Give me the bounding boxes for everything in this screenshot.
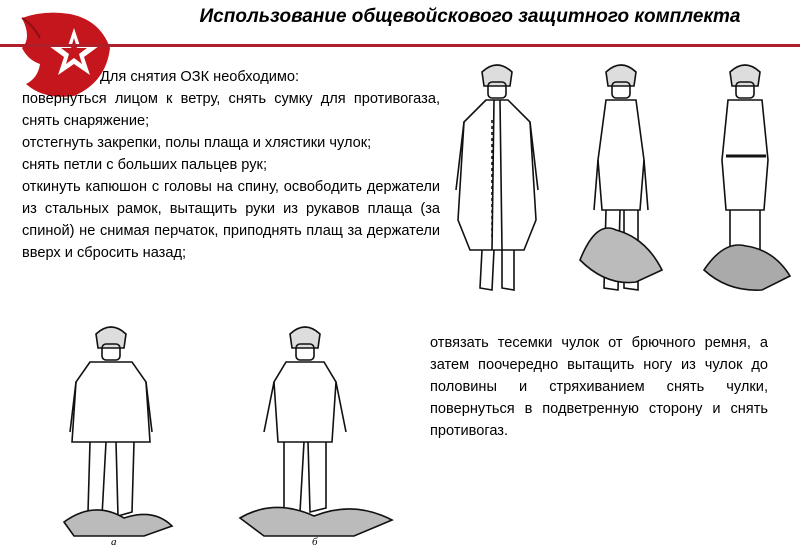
figure-soldier-cloak-dropped: [700, 60, 792, 296]
figure-soldier-removing-gasmask: [234, 322, 394, 544]
instruction-line: повернуться лицом к ветру, снять сумку для противогаза, снять снаряжение;: [22, 91, 440, 129]
figure-soldier-removing-stockings: [54, 322, 174, 544]
page-title: Использование общевойскового защитного комплекта: [199, 6, 741, 27]
figure-caption-b: б: [312, 536, 318, 548]
instructions-part1: [22, 66, 440, 264]
instruction-line: снять петли с больших пальцев рук;: [22, 157, 268, 173]
figure-soldier-removing-cloak: [576, 60, 666, 296]
instruction-line: Для снятия ОЗК необходимо:: [100, 69, 300, 85]
figure-soldier-in-cloak: [452, 60, 542, 296]
instruction-line: отстегнуть закрепки, полы плаща и хлястики чулок;: [22, 135, 372, 151]
instruction-line: откинуть капюшон с головы на спину, освободить держатели из стальных рамок, вытащить руки из рукавов плаща (за спиной) не снимая перчаток, приподнять плащ за держатели вверх и сбросить назад;: [22, 179, 440, 261]
instructions-part2: отвязать тесемки чулок от брючного ремня, а затем поочередно вытащить ногу из чулок до половины и стряхиванием снять чулки, повернуться в подветренную сторону и снять противогаз.: [430, 335, 768, 439]
header-divider: [0, 44, 800, 47]
figure-caption-a: а: [111, 536, 117, 548]
